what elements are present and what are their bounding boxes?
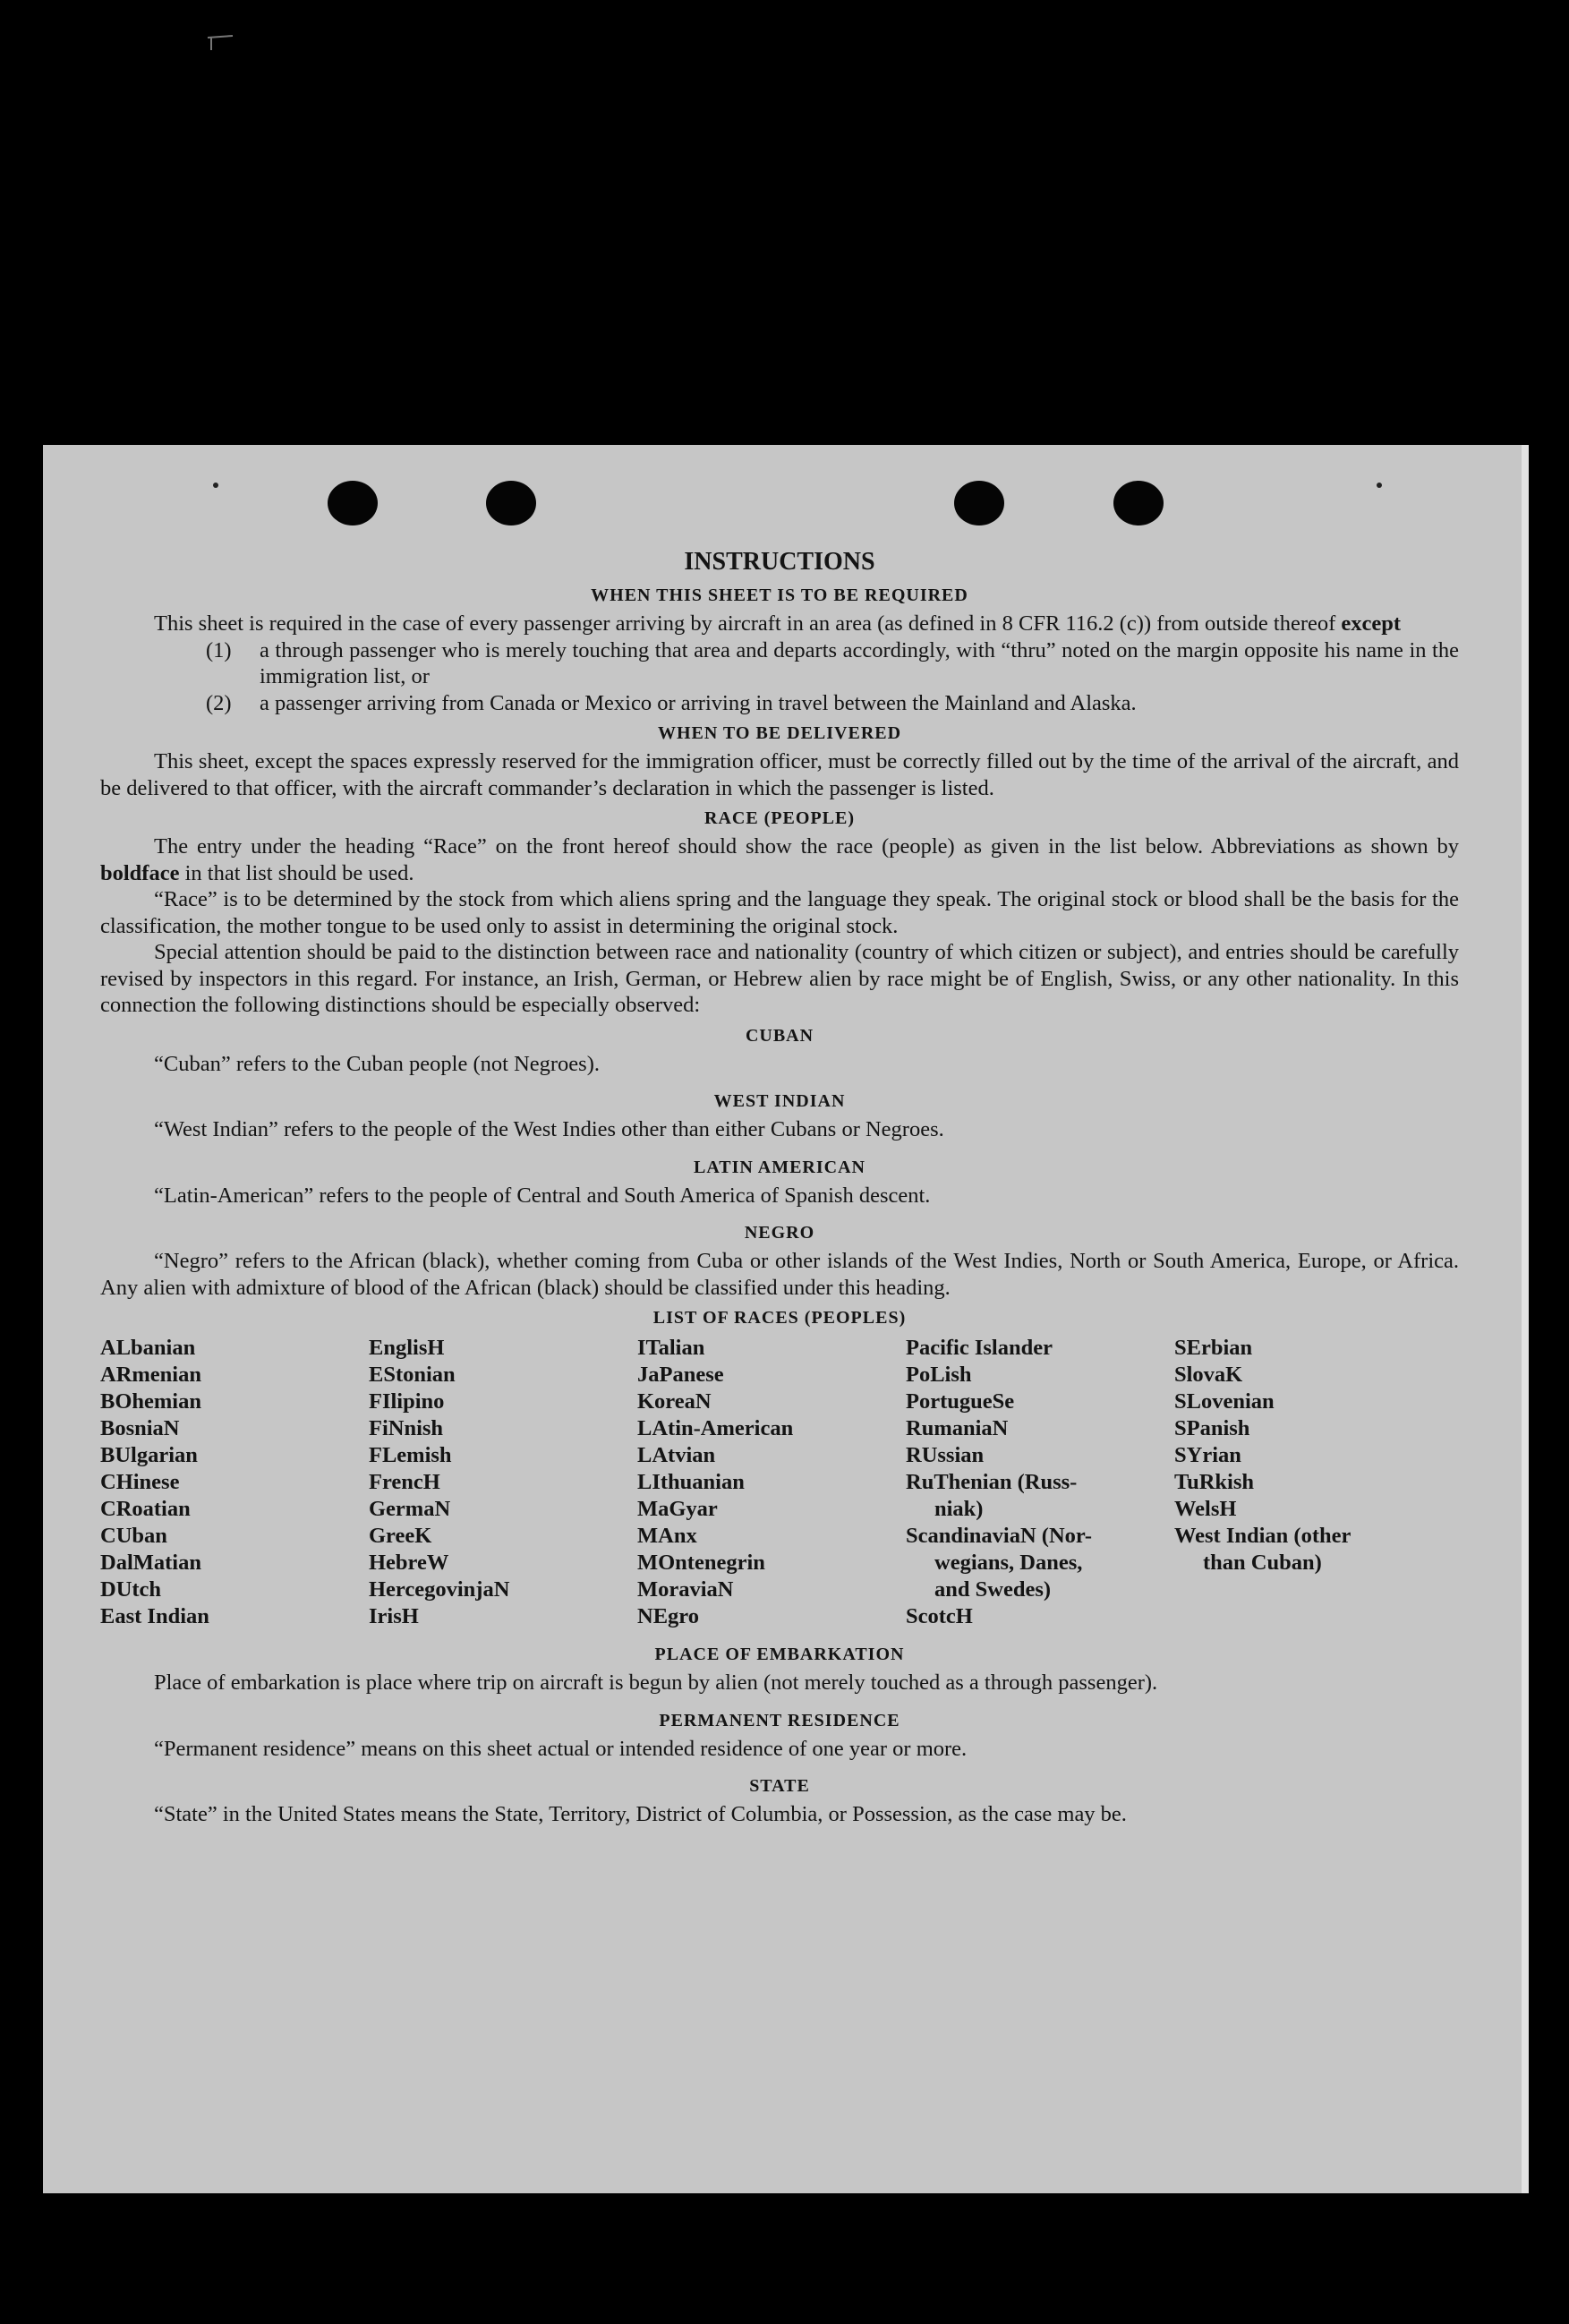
negro-text: “Negro” refers to the African (black), whether coming from Cuba or other islands of the West Indies, North or South America, Europe, or Africa. Any alien with admixture of blood of the African (black) should be classified under this heading. (100, 1249, 1459, 1300)
heading-cuban: CUBAN (745, 1025, 814, 1046)
heading-residence: PERMANENT RESIDENCE (659, 1710, 900, 1730)
race-list-item: IrisH (369, 1604, 419, 1628)
race-list-item: ARmenian (100, 1363, 201, 1387)
race-list-item: ScotcH (906, 1604, 973, 1628)
race-list-item: FiNnish (369, 1416, 444, 1440)
race-list-item: KoreaN (637, 1389, 712, 1414)
heading-when-delivered: WHEN TO BE DELIVERED (657, 723, 902, 743)
race-list-item: wegians, Danes, (934, 1551, 1083, 1575)
race-list-item: HercegovinjaN (369, 1577, 510, 1602)
document-title: INSTRUCTIONS (684, 548, 875, 576)
race-column-4 (906, 1335, 1174, 1630)
heading-embarkation: PLACE OF EMBARKATION (654, 1645, 905, 1664)
when-delivered-text: This sheet, except the spaces expressly reserved for the immigration officer, must be correctly filled out by the time of the arrival of the aircraft, and be delivered to that officer, with the aircraft commander’s declaration in which the passenger is listed. (100, 749, 1459, 800)
race-list-item: SPanish (1174, 1416, 1250, 1440)
race-list-item: FrencH (369, 1470, 440, 1494)
race-list-item: and Swedes) (934, 1577, 1052, 1602)
race-list-item: than Cuban) (1203, 1551, 1322, 1575)
race-column-1 (100, 1335, 369, 1630)
race-list-item: ScandinaviaN (Nor- (906, 1524, 1093, 1548)
race-list-item: CUban (100, 1524, 167, 1548)
race-list-item: PoLish (906, 1363, 972, 1387)
race-column-2 (369, 1335, 637, 1630)
race-list-item: SlovaK (1174, 1363, 1243, 1387)
heading-race: RACE (PEOPLE) (704, 808, 855, 828)
cuban-text: “Cuban” refers to the Cuban people (not Negroes). (154, 1051, 600, 1076)
race-list-item: FLemish (369, 1443, 452, 1467)
state-text: “State” in the United States means the State, Territory, District of Columbia, or Possession, as the case may be. (154, 1802, 1127, 1826)
west-indian-text: “West Indian” refers to the people of the West Indies other than either Cubans or Negroes. (154, 1117, 944, 1141)
race-list-item: RuThenian (Russ- (906, 1470, 1078, 1494)
race-list-item: RumaniaN (906, 1416, 1009, 1440)
race-list-item: MoraviaN (637, 1577, 734, 1602)
latin-american-text: “Latin-American” refers to the people of Central and South America of Spanish descent. (154, 1183, 931, 1208)
speck (213, 483, 218, 488)
race-list-item: EStonian (369, 1363, 456, 1387)
race-list (100, 1335, 1459, 1630)
race-list-item: Pacific Islander (906, 1336, 1053, 1360)
race-list-item: CHinese (100, 1470, 180, 1494)
speck (1377, 483, 1382, 488)
instruction-sheet (43, 445, 1529, 2193)
race-list-item: WelsH (1174, 1497, 1237, 1521)
race-list-item: NEgro (637, 1604, 699, 1628)
heading-list-of-races: LIST OF RACES (PEOPLES) (652, 1308, 907, 1328)
race-column-3 (637, 1335, 906, 1630)
race-paragraph-3: Special attention should be paid to the distinction between race and nationality (country of which citizen or subject), and entries should be carefully revised by inspectors in this regard. For instance, an Irish, German, or Hebrew alien by race might be of English, Swiss, or any other nationality. In this connection the following distinctions should be especially observed: (100, 940, 1459, 1017)
heading-negro: NEGRO (744, 1223, 815, 1243)
residence-text: “Permanent residence” means on this sheet actual or intended residence of one year or more. (154, 1736, 968, 1761)
race-list-item: SErbian (1174, 1336, 1253, 1360)
race-column-5 (1174, 1335, 1425, 1630)
heading-west-indian: WEST INDIAN (713, 1091, 846, 1111)
race-list-item: niak) (934, 1497, 984, 1521)
race-list-item: TuRkish (1174, 1470, 1255, 1494)
race-list-item: MOntenegrin (637, 1551, 765, 1575)
race-list-item: MAnx (637, 1524, 697, 1548)
race-list-item: LAtin-American (637, 1416, 794, 1440)
item-text: a through passenger who is merely touching that area and departs accordingly, with “thru” noted on the margin opposite his name in the immigration list, or (260, 637, 1459, 688)
item-text: a passenger arriving from Canada or Mexico or arriving in travel between the Mainland and Alaska. (260, 690, 1137, 715)
race-list-item: EnglisH (369, 1336, 445, 1360)
when-required-intro: This sheet is required in the case of every passenger arriving by aircraft in an area (as defined in 8 CFR 116.2 (c)) from outside thereof except (154, 611, 1402, 636)
race-list-item: HebreW (369, 1551, 449, 1575)
punch-hole-3 (954, 481, 1004, 525)
race-paragraph-1: The entry under the heading “Race” on the front hereof should show the race (people) as given in the list below. Abbreviations as shown by boldface in that list should be used. (100, 834, 1459, 885)
heading-state: STATE (749, 1776, 810, 1796)
race-list-item: ITalian (637, 1336, 705, 1360)
item-number: (1) (206, 637, 232, 662)
race-list-item: LAtvian (637, 1443, 716, 1467)
heading-when-required: WHEN THIS SHEET IS TO BE REQUIRED (591, 585, 968, 605)
item-number: (2) (206, 690, 232, 715)
scan-artifact-mark (206, 27, 242, 54)
race-list-item: GermaN (369, 1497, 451, 1521)
heading-latin-american: LATIN AMERICAN (694, 1157, 866, 1177)
race-list-item: West Indian (other (1174, 1524, 1352, 1548)
exception-item-1 (100, 637, 1459, 690)
race-list-item: MaGyar (637, 1497, 718, 1521)
race-list-item: GreeK (369, 1524, 432, 1548)
race-list-item: LIthuanian (637, 1470, 745, 1494)
race-list-item: East Indian (100, 1604, 209, 1628)
race-list-item: RUssian (906, 1443, 985, 1467)
punch-hole-2 (486, 481, 536, 525)
race-list-item: DUtch (100, 1577, 162, 1602)
race-paragraph-2: “Race” is to be determined by the stock from which aliens spring and the language they speak. The original stock or blood shall be the basis for the classification, the mother tongue to be used only to assist in determining the original stock. (100, 887, 1459, 938)
punch-hole-1 (328, 481, 378, 525)
race-list-item: DalMatian (100, 1551, 201, 1575)
race-list-item: BosniaN (100, 1416, 180, 1440)
race-list-item: PortugueSe (906, 1389, 1015, 1414)
punch-hole-4 (1113, 481, 1164, 525)
race-list-item: JaPanese (637, 1363, 724, 1387)
race-list-item: BOhemian (100, 1389, 201, 1414)
race-list-item: FIlipino (369, 1389, 445, 1414)
exception-item-2 (100, 690, 1459, 717)
race-list-item: CRoatian (100, 1497, 191, 1521)
instructions-content (100, 546, 1459, 1828)
race-list-item: SYrian (1174, 1443, 1241, 1467)
race-list-item: ALbanian (100, 1336, 196, 1360)
race-list-item: SLovenian (1174, 1389, 1275, 1414)
embarkation-text: Place of embarkation is place where trip on aircraft is begun by alien (not merely touched as a through passenger). (154, 1670, 1158, 1695)
race-list-item: BUlgarian (100, 1443, 198, 1467)
